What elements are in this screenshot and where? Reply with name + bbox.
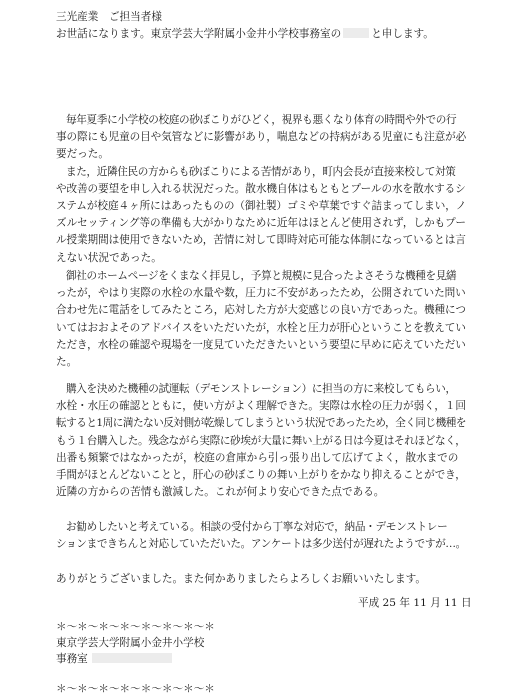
paragraph-demonstration — [56, 381, 466, 501]
greeting-line — [56, 27, 434, 41]
paragraph-line: 事の際にも児童の目や気管などに影響があり，喘息などの持病がある児童にも注意が必 — [56, 131, 467, 144]
signature-office-label: 事務室 — [56, 653, 88, 665]
signature-rule-top: ＊～＊～＊～＊～＊～＊～＊～＊ — [56, 621, 215, 633]
paragraph-line: 出番も頻繁ではなかったが，校庭の倉庫から引っ張り出して広げてよく，散水までの — [56, 451, 459, 464]
paragraph-line: もう１台購入した。残念ながら実際に砂埃が大量に舞い上がる日は今夏はそれほどなく， — [56, 434, 466, 447]
addressee: 三光産業 ご担当者様 — [56, 11, 162, 23]
paragraph-line: や改善の要望を申し入れる状況だった。散水機自体はもともとプールの水を散水するシ — [56, 182, 466, 195]
paragraph-line: ションまできちんと対応していただいた。アンケートは多少送付が遅れたようですが…。 — [56, 538, 466, 551]
paragraph-line: ったが，やはり実際の水栓の水量や数，圧力に不安があったため，公開されていた問い — [56, 287, 466, 300]
paragraph-line: 購入を決めた機種の試運転（デモンストレーション）に担当の方に来校してもらい， — [66, 383, 456, 395]
paragraph-line: 御社のホームページをくまなく拝見し，予算と規模に見合ったよさそうな機種を見繕 — [66, 270, 457, 282]
redacted-staff-name — [92, 653, 172, 663]
paragraph-line: 近隣の方からの苦情も激減した。これが何より安心できた点である。 — [56, 486, 385, 499]
greeting-text: お世話になります。東京学芸大学附属小金井小学校事務室の — [56, 28, 342, 40]
paragraph-recommendation — [56, 519, 466, 553]
paragraph-line: いてはおおよそのアドバイスをいただいたが，水栓と圧力が肝心ということを教えてい — [56, 321, 466, 334]
paragraph-line: ズルセッティング等の準備も大がかりなために近年はほとんど使用されず，しかもプー — [56, 217, 466, 230]
paragraph-line: 毎年夏季に小学校の校庭の砂ぼこりがひどく，視界も悪くなり体育の時間や外での行 — [66, 114, 457, 126]
paragraph-line: 転すると1周に満たない反対側が乾燥してしまうという状況であったため，全く同じ機種を — [56, 417, 466, 430]
paragraph-dust-problem — [56, 112, 466, 267]
paragraph-line: た。 — [56, 356, 78, 369]
paragraph-line: また，近隣住民の方からも砂ぼこりによる苦情があり，町内会長が直接来校して対策 — [66, 165, 456, 178]
paragraph-line: 合わせ先に電話をしてみたところ，応対した方が大変感じの良い方であった。機種につ — [56, 304, 466, 317]
paragraph-inquiry — [56, 268, 466, 371]
signature-school: 東京学芸大学附属小金井小学校 — [56, 637, 205, 649]
letter-date: 平成 25 年 11 月 11 日 — [358, 597, 472, 609]
paragraph-line: ただき，水栓の確認や現場を一度見ていただきたいという要望に早めに応えていただい — [56, 338, 466, 351]
paragraph-line: ル授業期間は使用できないため，苦情に対して即時対応可能な体制になっているとは言 — [56, 234, 466, 247]
paragraph-line: 手間がほとんどないことと，肝心の砂ぼこりの舞い上がりをかなり抑えることができ， — [56, 469, 466, 482]
greeting-suffix: と申します。 — [371, 28, 434, 40]
paragraph-line: えない状況であった。 — [56, 251, 162, 264]
paragraph-line: 要だった。 — [56, 148, 109, 161]
paragraph-line: ステムが校庭４ヶ所にはあったものの（御社製）ゴミや草葉ですぐ詰まってしまい，ノ — [56, 200, 467, 213]
redacted-name — [343, 28, 369, 38]
paragraph-line: お勧めしたいと考えている。相談の受付から丁寧な対応で，納品・デモンストレー — [66, 521, 448, 533]
paragraph-line: 水栓・水圧の確認とともに，使い方がよく理解できた。実際は水栓の圧力が弱く，１回 — [56, 400, 466, 413]
signature-office — [56, 652, 172, 667]
signature-rule-bottom: ＊～＊～＊～＊～＊～＊～＊～＊ — [56, 683, 215, 695]
closing-line: ありがとうございました。また何かありましたらよろしくお願いいたします。 — [56, 573, 426, 585]
